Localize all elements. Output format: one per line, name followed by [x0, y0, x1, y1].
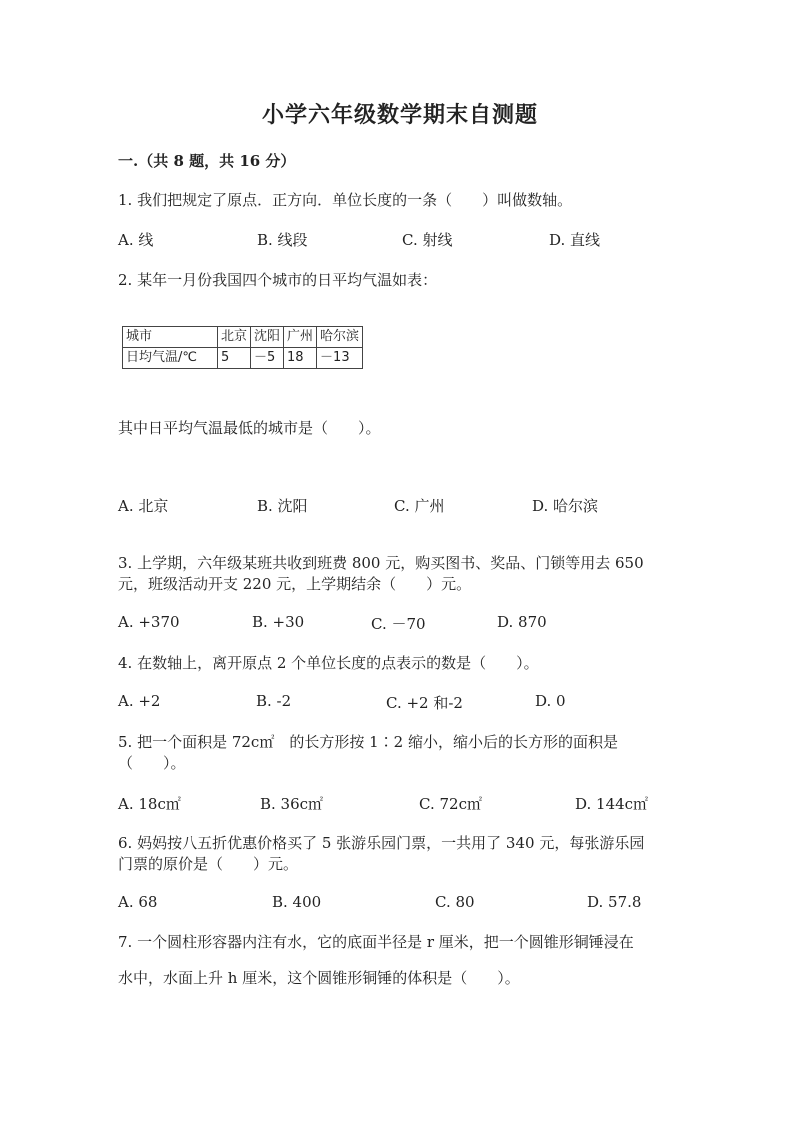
table-cell: 5 [218, 348, 251, 369]
question-7-line-2: 水中，水面上升 h 厘米，这个圆锥形铜锤的体积是（ ）。 [118, 969, 520, 987]
temperature-table [122, 326, 363, 369]
table-cell: －5 [251, 348, 284, 369]
question-1-text: 1. 我们把规定了原点．正方向．单位长度的一条（ ）叫做数轴。 [118, 191, 573, 209]
q6-option-a[interactable]: A. 68 [118, 893, 158, 911]
table-cell: 18 [284, 348, 317, 369]
table-row [123, 348, 363, 369]
q2-option-a[interactable]: A. 北京 [118, 497, 169, 515]
page-title: 小学六年级数学期末自测题 [261, 102, 538, 128]
table-cell: 城市 [123, 327, 218, 348]
q4-option-b[interactable]: B. -2 [256, 692, 292, 710]
table-cell: 日均气温/℃ [123, 348, 218, 369]
question-3-line-2: 元，班级活动开支 220 元，上学期结余（ ）元。 [118, 575, 472, 593]
q3-option-d[interactable]: D. 870 [497, 613, 547, 631]
q1-option-d[interactable]: D. 直线 [549, 231, 601, 249]
q5-option-c[interactable]: C. 72c㎡ [419, 795, 482, 813]
q5-option-a[interactable]: A. 18c㎡ [118, 795, 181, 813]
question-2-followup: 其中日平均气温最低的城市是（ ）。 [118, 419, 381, 437]
question-2-text: 2. 某年一月份我国四个城市的日平均气温如表： [118, 271, 438, 289]
question-6-line-2: 门票的原价是（ ）元。 [118, 855, 299, 873]
section-heading: 一.（共 8 题，共 16 分） [118, 152, 296, 170]
q6-option-c[interactable]: C. 80 [435, 893, 475, 911]
q4-option-c[interactable]: C. +2 和-2 [386, 694, 463, 712]
table-cell: 广州 [284, 327, 317, 348]
q2-option-b[interactable]: B. 沈阳 [257, 497, 308, 515]
question-4-text: 4. 在数轴上，离开原点 2 个单位长度的点表示的数是（ ）。 [118, 654, 539, 672]
q5-option-b[interactable]: B. 36c㎡ [260, 795, 324, 813]
table-header-row [123, 327, 363, 348]
q4-option-d[interactable]: D. 0 [535, 692, 566, 710]
q1-option-a[interactable]: A. 线 [118, 231, 154, 249]
q3-option-c[interactable]: C. －70 [371, 615, 426, 633]
q1-option-c[interactable]: C. 射线 [402, 231, 453, 249]
table-cell: 沈阳 [251, 327, 284, 348]
q6-option-d[interactable]: D. 57.8 [587, 893, 642, 911]
question-3-line-1: 3. 上学期，六年级某班共收到班费 800 元，购买图书、奖品、门锁等用去 650 [118, 554, 644, 572]
table-cell: 北京 [218, 327, 251, 348]
q2-option-d[interactable]: D. 哈尔滨 [532, 497, 599, 515]
table-cell: 哈尔滨 [317, 327, 363, 348]
q3-option-a[interactable]: A. +370 [118, 613, 180, 631]
table-cell: －13 [317, 348, 363, 369]
q1-option-b[interactable]: B. 线段 [257, 231, 308, 249]
question-7-line-1: 7. 一个圆柱形容器内注有水，它的底面半径是 r 厘米，把一个圆锥形铜锤浸在 [118, 933, 634, 951]
q3-option-b[interactable]: B. +30 [252, 613, 305, 631]
question-6-line-1: 6. 妈妈按八五折优惠价格买了 5 张游乐园门票，一共用了 340 元，每张游乐园 [118, 834, 645, 852]
question-5-line-2: （ ）。 [118, 754, 186, 772]
q6-option-b[interactable]: B. 400 [272, 893, 322, 911]
q2-option-c[interactable]: C. 广州 [394, 497, 445, 515]
q4-option-a[interactable]: A. +2 [118, 692, 161, 710]
question-5-line-1: 5. 把一个面积是 72c㎡ 的长方形按 1∶2 缩小，缩小后的长方形的面积是 [118, 733, 618, 751]
q5-option-d[interactable]: D. 144c㎡ [575, 795, 649, 813]
